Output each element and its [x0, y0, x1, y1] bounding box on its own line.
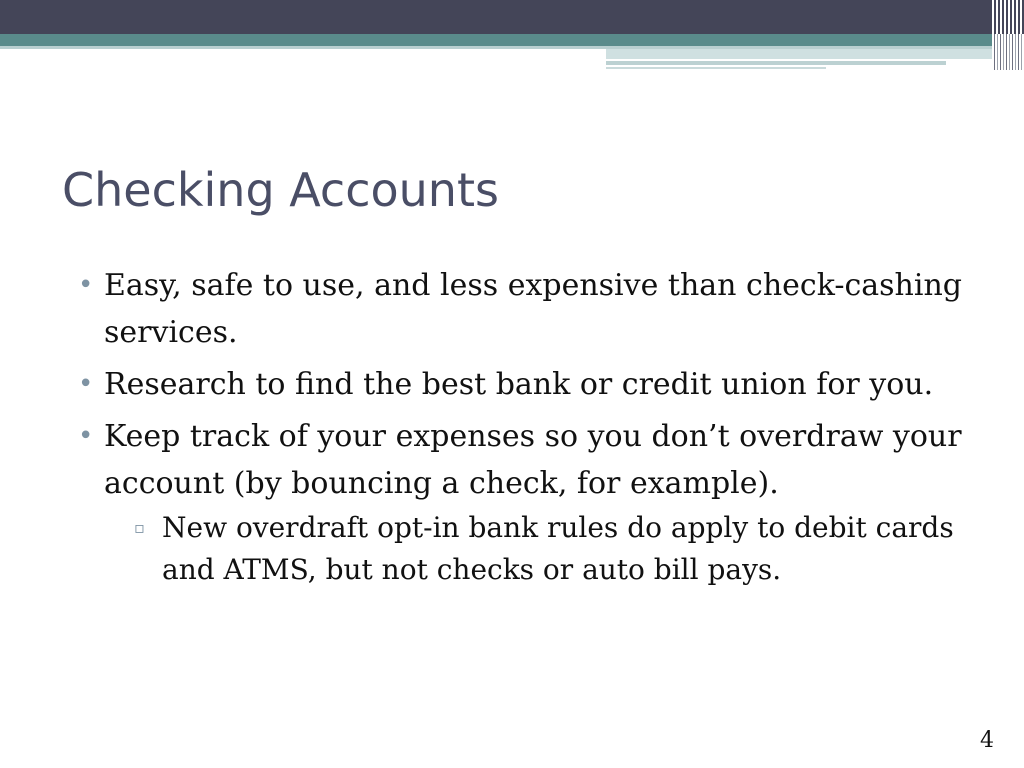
header-dark-band: [0, 0, 1024, 34]
header-accent-bar: [606, 49, 996, 59]
bullet-list: [78, 262, 978, 591]
sub-bullet-list: [104, 507, 966, 591]
slide-content: [78, 262, 978, 596]
page-number: 4: [980, 728, 994, 753]
header-accent-bar: [606, 67, 826, 69]
bullet-text: Keep track of your expenses so you don’t overdraw your account (by bouncing a check, for example).: [104, 419, 962, 501]
slide-title: Checking Accounts: [62, 163, 499, 217]
header-accent-bar: [606, 61, 946, 65]
bullet-item: • Easy, safe to use, and less expensive than check-cashing services.: [78, 262, 966, 356]
sub-bullet-item: ▫ New overdraft opt-in bank rules do apply to debit cards and ATMS, but not checks or auto bill pays.: [104, 507, 972, 591]
header-teal-band: [0, 34, 1024, 46]
bullet-item: • Research to find the best bank or credit union for you.: [78, 361, 966, 408]
bullet-item: [78, 413, 966, 591]
header-stripes-cap: [992, 0, 1024, 34]
